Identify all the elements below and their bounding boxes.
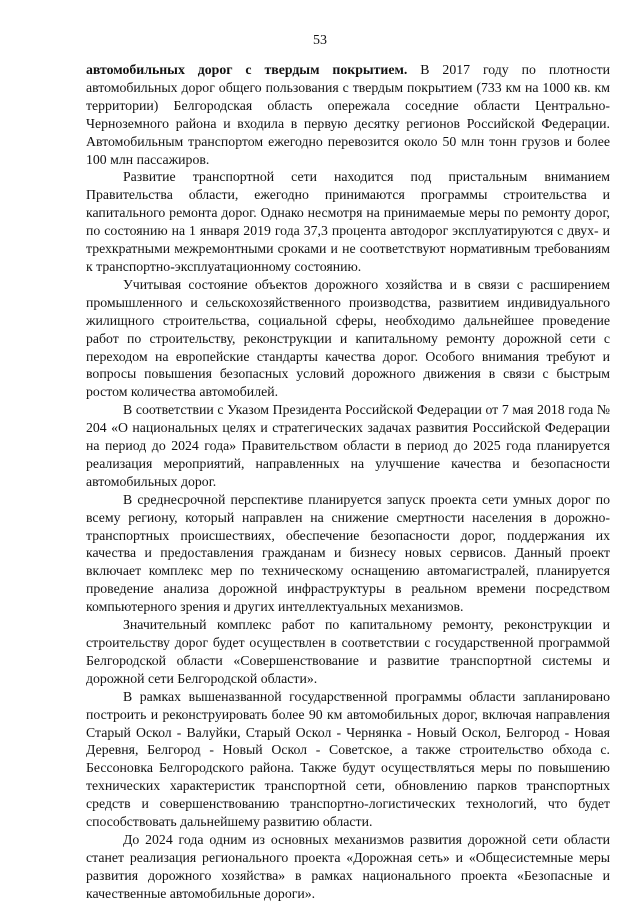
paragraph-8: До 2024 года одним из основных механизмов развития дорожной сети области станет реализация регионального проекта «Дорожная сеть» и «Общесистемные меры развития дорожного хозяйства» в рамках национального проекта «Безопасные и качественные автомобильные дороги». xyxy=(86,831,610,901)
paragraph-3: Учитывая состояние объектов дорожного хозяйства и в связи с расширением промышленного и сельскохозяйственного производства, развитием индивидуального жилищного строительства, социальной сферы, необходимо дальнейшее проведение работ по строительству, реконструкции и капитальному ремонту дорожной сети с переходом на европейские стандарты качества дорог. Особого внимания требуют и вопросы повышения безопасных условий дорожного движения в связи с быстрым ростом количества автомобилей. xyxy=(86,276,610,400)
paragraph-2: Развитие транспортной сети находится под пристальным вниманием Правительства области, ежегодно принимаются программы строительства и капитального ремонта дорог. Однако несмотря на принимаемые меры по ремонту дорог, по состоянию на 1 января 2019 года 37,3 процента автодорог эксплуатируются с двух- и трехкратными межремонтными сроками и не соответствуют нормативным требованиям к транспортно-эксплуатационному состоянию. xyxy=(86,169,610,274)
paragraph-4: В соответствии с Указом Президента Российской Федерации от 7 мая 2018 года № 204 «О национальных целях и стратегических задачах развития Российской Федерации на период до 2024 года» Правительством области в период до 2025 года планируется реализация мероприятий, направленных на улучшение качества и безопасности автомобильных дорог. xyxy=(86,402,610,489)
page-body xyxy=(86,61,610,903)
paragraph-7: В рамках вышеназванной государственной программы области запланировано построить и реконструировать более 90 км автомобильных дорог, включая направления Старый Оскол - Валуйки, Старый Оскол - Чернянка - Новый Оскол, Белгород - Новая Деревня, Белгород - Новый Оскол - Советское, а также строительство обхода с. Бессоновка Белгородского района. Также будут осуществляться меры по повышению технических характеристик транспортной сети, обновлению парков транспортных средств и совершенствованию транспортно-логистических технологий, что будет способствовать дальнейшему развитию области. xyxy=(86,688,610,830)
paragraph-1-bold-lead: автомобильных дорог с твердым покрытием. xyxy=(86,62,408,77)
paragraph-1-text: В 2017 году по плотности автомобильных дорог общего пользования с твердым покрытием (733 км на 1000 кв. км территории) Белгородская область опережала соседние области Центрально-Черноземного района и входила в первую десятку регионов Российской Федерации. Автомобильным транспортом ежегодно перевозится около 50 млн тонн грузов и более 100 млн пассажиров. xyxy=(86,62,610,167)
paragraph-6: Значительный комплекс работ по капитальному ремонту, реконструкции и строительству дорог будет осуществлен в соответствии с государственной программой Белгородской области «Совершенствование и развитие транспортной системы и дорожной сети Белгородской области». xyxy=(86,617,610,686)
paragraph-1 xyxy=(86,61,610,168)
paragraph-5: В среднесрочной перспективе планируется запуск проекта сети умных дорог по всему региону, который направлен на снижение смертности населения в дорожно-транспортных происшествиях, обеспечение безопасности дорог, поддержания их качества и предоставления гражданам и бизнесу новых сервисов. Данный проект включает комплекс мер по техническому оснащению автомагистралей, планируется проведение анализа дорожной инфраструктуры в реальном времени посредством компьютерного зрения и других интеллектуальных механизмов. xyxy=(86,491,610,615)
page-number: 53 xyxy=(313,33,327,48)
